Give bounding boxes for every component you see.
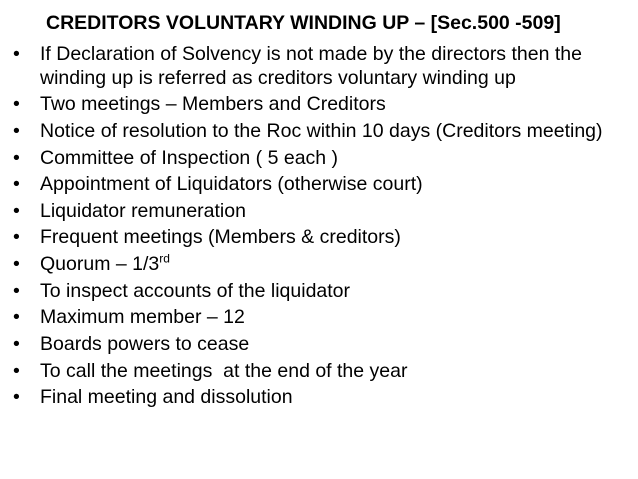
bullet-icon: • [13,333,20,355]
bullet-list [0,43,638,413]
bullet-icon: • [13,386,20,409]
bullet-text: Frequent meetings (Members & creditors) [40,226,401,249]
bullet-text: Committee of Inspection ( 5 each ) [40,146,339,169]
bullet-text: Appointment of Liquidators (otherwise court) [40,173,423,196]
bullet-icon: • [13,93,20,116]
list-item [0,226,638,250]
slide-title: CREDITORS VOLUNTARY WINDING UP – [Sec.500 -509] [46,12,561,34]
bullet-icon: • [13,306,20,329]
bullet-icon: • [13,279,20,302]
bullet-superscript: rd [159,251,170,266]
bullet-icon: • [13,253,20,276]
bullet-text: To call the meetings at the end of the year [40,359,408,382]
bullet-text: Boards powers to cease [40,333,250,355]
bullet-icon: • [13,359,20,382]
bullet-icon: • [13,226,20,249]
bullet-icon: • [13,119,20,142]
bullet-text: Quorum – 1/3 [40,253,160,276]
list-item [0,306,638,330]
list-item [0,360,638,384]
list-item [0,43,638,90]
list-item [0,333,638,357]
bullet-text: Maximum member – 12 [40,306,245,329]
bullet-text: Liquidator remuneration [40,199,246,222]
list-item [0,173,638,197]
list-item [0,253,638,277]
list-item [0,120,638,144]
list-item [0,200,638,224]
list-item [0,386,638,410]
list-item [0,93,638,117]
list-item [0,280,638,304]
bullet-text: If Declaration of Solvency is not made by the directors then the winding up is referred as creditors voluntary winding up [40,43,588,89]
bullet-text: Two meetings – Members and Creditors [40,93,386,116]
list-item [0,147,638,171]
bullet-icon: • [13,43,20,65]
bullet-icon: • [13,173,20,196]
bullet-text: To inspect accounts of the liquidator [40,279,351,302]
bullet-icon: • [13,199,20,222]
bullet-icon: • [13,146,20,169]
bullet-text: Notice of resolution to the Roc within 10 days (Creditors meeting) [40,119,603,142]
bullet-text: Final meeting and dissolution [40,386,293,409]
